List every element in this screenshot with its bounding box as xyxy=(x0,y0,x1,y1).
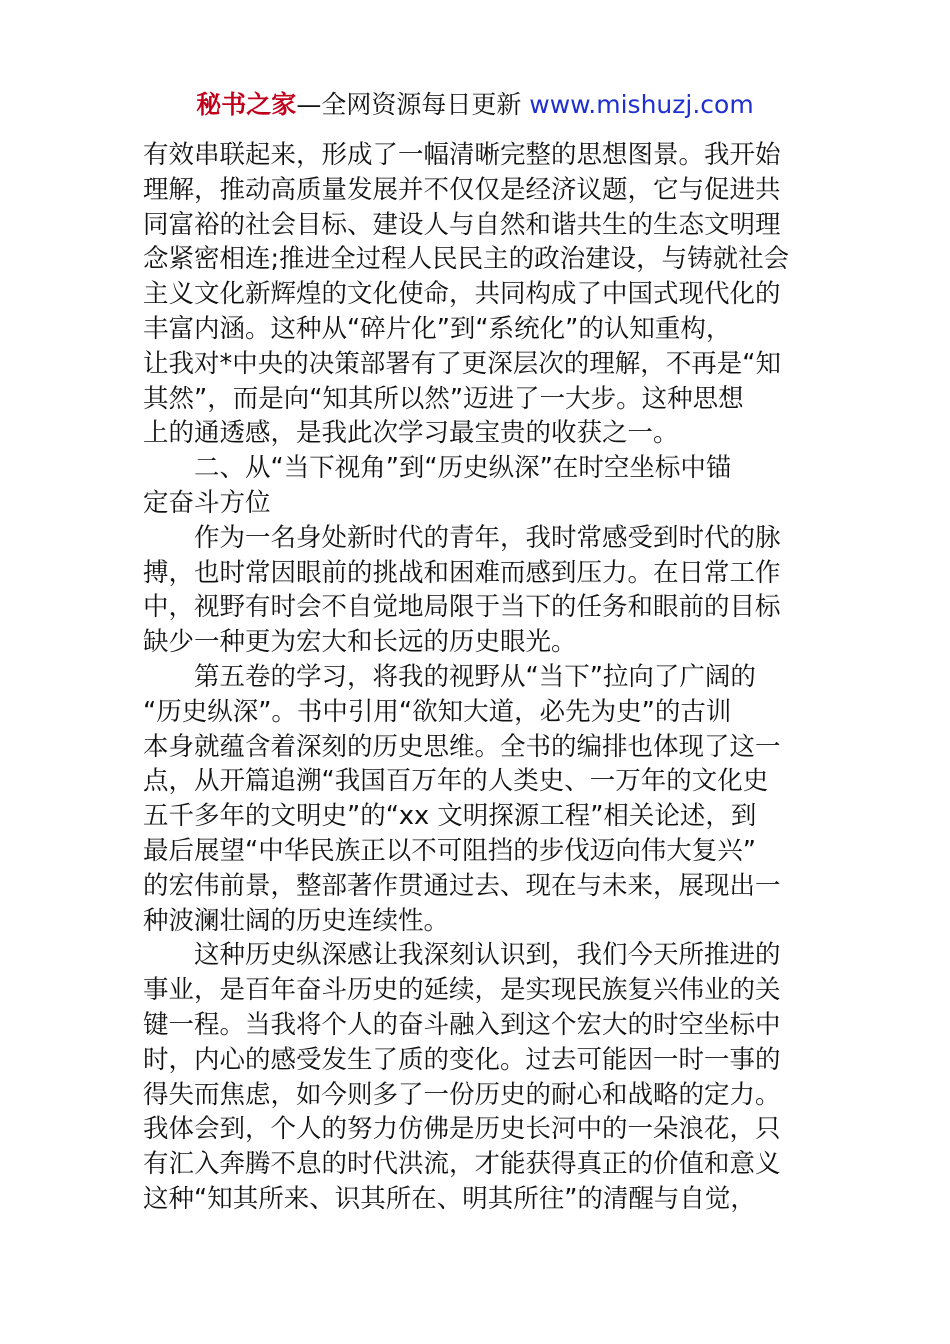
text-line: 种波澜壮阔的历史连续性。 xyxy=(143,905,450,936)
text-line: 让我对*中央的决策部署有了更深层次的理解，不再是“知 xyxy=(143,348,781,379)
page-header xyxy=(0,88,950,122)
text-line: 这种“知其所来、识其所在、明其所往”的清醒与自觉， xyxy=(143,1183,756,1214)
site-brand: 秘书之家 xyxy=(196,90,297,119)
text-line: 这种历史纵深感让我深刻认识到，我们今天所推进的 xyxy=(194,940,781,971)
text-line: 最后展望“中华民族正以不可阻挡的步伐迈向伟大复兴” xyxy=(143,835,756,866)
text-line: 中，视野有时会不自觉地局限于当下的任务和眼前的目标 xyxy=(143,592,781,623)
text-line: 二、从“当下视角”到“历史纵深”在时空坐标中锚 xyxy=(194,453,732,484)
text-line: 同富裕的社会目标、建设人与自然和谐共生的生态文明理 xyxy=(143,209,781,240)
text-line: 缺少一种更为宏大和长远的历史眼光。 xyxy=(143,627,577,658)
text-line: 理解，推动高质量发展并不仅仅是经济议题，它与促进共 xyxy=(143,174,781,205)
text-line: “历史纵深”。书中引用“欲知大道，必先为史”的古训 xyxy=(143,696,732,727)
text-line: 五千多年的文明史”的“xx 文明探源工程”相关论述，到 xyxy=(143,801,757,832)
text-line: 其然”，而是向“知其所以然”迈进了一大步。这种思想 xyxy=(143,383,744,414)
text-line: 我体会到，个人的努力仿佛是历史长河中的一朵浪花，只 xyxy=(143,1114,781,1145)
text-line: 有效串联起来，形成了一幅清晰完整的思想图景。我开始 xyxy=(143,140,781,170)
text-line: 第五卷的学习，将我的视野从“当下”拉向了广阔的 xyxy=(194,661,756,692)
text-line: 定奋斗方位 xyxy=(143,487,271,518)
text-line: 主义文化新辉煌的文化使命，共同构成了中国式现代化的 xyxy=(143,279,781,310)
site-tagline: —全网资源每日更新 xyxy=(296,90,530,119)
text-line: 有汇入奔腾不息的时代洪流，才能获得真正的价值和意义 xyxy=(143,1149,781,1180)
text-line: 时，内心的感受发生了质的变化。过去可能因一时一事的 xyxy=(143,1044,781,1075)
text-line: 得失而焦虑，如今则多了一份历史的耐心和战略的定力。 xyxy=(143,1079,781,1110)
text-line: 的宏伟前景，整部著作贯通过去、现在与未来，展现出一 xyxy=(143,870,781,901)
text-line: 搏，也时常因眼前的挑战和困难而感到压力。在日常工作 xyxy=(143,557,781,588)
text-line: 事业，是百年奋斗历史的延续，是实现民族复兴伟业的关 xyxy=(143,975,781,1006)
text-line: 上的通透感，是我此次学习最宝贵的收获之一。 xyxy=(143,418,679,449)
text-line: 键一程。当我将个人的奋斗融入到这个宏大的时空坐标中 xyxy=(143,1009,781,1040)
text-line: 念紧密相连;推进全过程人民民主的政治建设，与铸就社会 xyxy=(143,244,790,275)
site-url-link[interactable]: www.mishuzj.com xyxy=(529,90,754,119)
text-line: 点，从开篇追溯“我国百万年的人类史、一万年的文化史 xyxy=(143,766,769,797)
text-line: 作为一名身处新时代的青年，我时常感受到时代的脉 xyxy=(194,522,781,553)
document-body xyxy=(143,138,815,1217)
text-line: 丰富内涵。这种从“碎片化”到“系统化”的认知重构， xyxy=(143,313,732,344)
text-line: 本身就蕴含着深刻的历史思维。全书的编排也体现了这一 xyxy=(143,731,781,762)
